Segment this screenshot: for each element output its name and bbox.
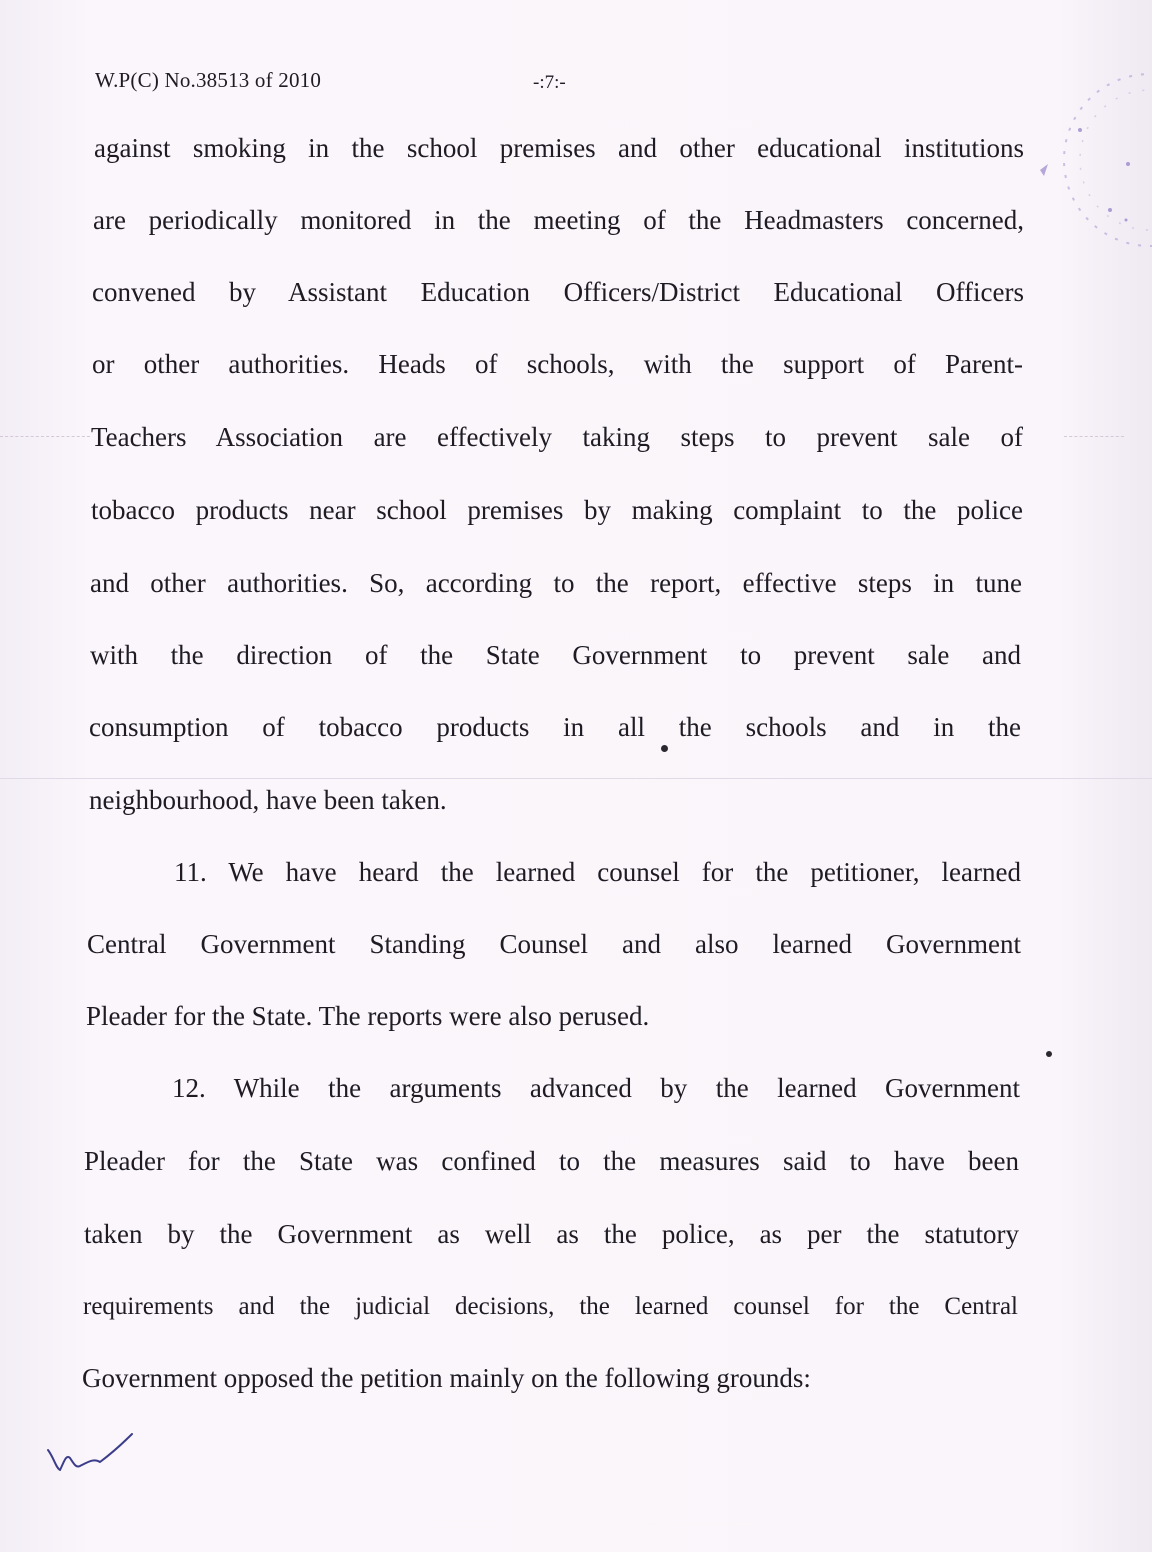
- text-line: taken by the Government as well as the police, as per the statutory: [84, 1219, 1019, 1249]
- case-number: W.P(C) No.38513 of 2010: [95, 68, 322, 92]
- text-line: tobacco products near school premises by making complaint to the police: [91, 495, 1023, 525]
- text-line: Government opposed the petition mainly on the following grounds:: [82, 1363, 811, 1393]
- text-line: are periodically monitored in the meeting of the Headmasters concerned,: [93, 205, 1024, 235]
- text-line: or other authorities. Heads of schools, with the support of Parent-: [92, 349, 1023, 379]
- scan-mark-right: [1064, 436, 1124, 437]
- ink-speck: [1046, 1051, 1052, 1057]
- ink-speck: [661, 745, 668, 752]
- text-line: neighbourhood, have been taken.: [89, 785, 447, 815]
- text-line: Pleader for the State. The reports were also perused.: [86, 1001, 650, 1031]
- fold-line: [0, 778, 1152, 779]
- paragraph-11-start: 11. We have heard the learned counsel for the petitioner, learned: [174, 857, 1021, 887]
- initials-signature: [44, 1428, 140, 1476]
- text-line: convened by Assistant Education Officers/District Educational Officers: [92, 277, 1024, 307]
- text-line: with the direction of the State Government to prevent sale and: [90, 640, 1021, 670]
- text-line: Pleader for the State was confined to the measures said to have been: [84, 1146, 1019, 1176]
- text-line: requirements and the judicial decisions, the learned counsel for the Central: [83, 1293, 1018, 1320]
- text-line: consumption of tobacco products in all the schools and in the: [89, 712, 1021, 742]
- text-line: Central Government Standing Counsel and also learned Government: [87, 929, 1021, 959]
- text-line: Teachers Association are effectively taking steps to prevent sale of: [91, 422, 1023, 452]
- paragraph-12-start: 12. While the arguments advanced by the learned Government: [172, 1073, 1020, 1103]
- page-number: -:7:-: [533, 72, 566, 93]
- scan-mark-left: [0, 436, 90, 437]
- text-line: against smoking in the school premises and other educational institutions: [94, 133, 1024, 163]
- text-line: and other authorities. So, according to the report, effective steps in tune: [90, 568, 1022, 598]
